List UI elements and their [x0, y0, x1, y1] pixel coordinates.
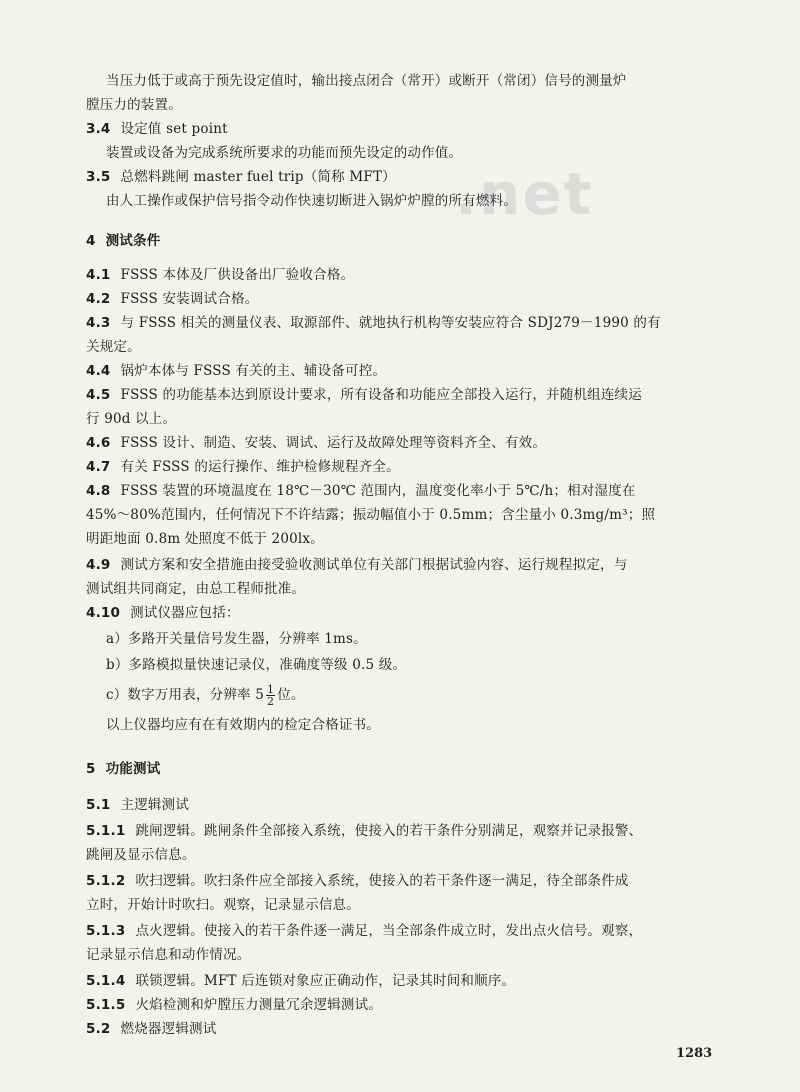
paragraph-line: 以上仪器均应有在有效期内的检定合格证书。 [106, 717, 380, 733]
section-text: FSSS 本体及厂供设备出厂验收合格。 [120, 267, 355, 283]
list-item-text: 位。 [277, 687, 305, 703]
section-4-1 [86, 266, 354, 284]
section-number: 4.2 [86, 291, 111, 307]
paragraph-line: 装置或设备为完成系统所要求的功能而预先设定的动作值。 [106, 145, 463, 161]
section-text: 燃烧器逻辑测试 [120, 1021, 217, 1037]
section-3-5 [86, 168, 396, 186]
section-text: 联锁逻辑。MFT 后连锁对象应正确动作，记录其时间和顺序。 [135, 973, 516, 989]
section-text: 测试仪器应包括： [130, 605, 240, 621]
watermark: .net [455, 160, 594, 228]
list-item: b）多路模拟量快速记录仪，准确度等级 0.5 级。 [106, 657, 407, 673]
section-4-4 [86, 362, 386, 380]
section-5-2 [86, 1020, 216, 1038]
paragraph-line: 关规定。 [86, 339, 141, 355]
section-text: 与 FSSS 相关的测量仪表、取源部件、就地执行机构等安装应符合 SDJ279－1990 的有 [120, 315, 661, 331]
section-5-1-4 [86, 972, 515, 990]
paragraph-line: 明距地面 0.8m 处照度不低于 200lx。 [86, 531, 324, 547]
section-text: FSSS 的功能基本达到原设计要求，所有设备和功能应全部投入运行，并随机组连续运 [120, 387, 642, 403]
paragraph-line: 由人工操作或保护信号指令动作快速切断进入锅炉炉膛的所有燃料。 [106, 193, 517, 209]
section-number: 4.8 [86, 483, 111, 499]
section-text: FSSS 设计、制造、安装、调试、运行及故障处理等资料齐全、有效。 [120, 435, 547, 451]
fraction [266, 684, 275, 707]
section-text: 锅炉本体与 FSSS 有关的主、辅设备可控。 [120, 363, 387, 379]
section-text: 火焰检测和炉膛压力测量冗余逻辑测试。 [135, 997, 383, 1013]
section-3-4 [86, 120, 228, 138]
section-text: FSSS 安装调试合格。 [120, 291, 259, 307]
section-5-1 [86, 796, 189, 814]
paragraph-line: 膛压力的装置。 [86, 97, 182, 113]
section-5-1-2 [86, 872, 629, 890]
section-text: 跳闸逻辑。跳闸条件全部接入系统，使接入的若干条件分别满足，观察并记录报警、 [135, 823, 643, 839]
section-number: 5.1 [86, 797, 111, 813]
section-4-7 [86, 458, 400, 476]
section-4-9 [86, 556, 627, 574]
section-number: 4.6 [86, 435, 111, 451]
section-number: 4.7 [86, 459, 111, 475]
section-text: FSSS 装置的环境温度在 18℃－30℃ 范围内，温度变化率小于 5℃/h；相对湿度在 [120, 483, 636, 499]
page-number: 1283 [676, 1046, 713, 1061]
section-number: 3.5 [86, 169, 111, 185]
section-number: 3.4 [86, 121, 111, 137]
section-4-6 [86, 434, 546, 452]
paragraph-line: 立时，开始计时吹扫。观察，记录显示信息。 [86, 897, 360, 913]
paragraph-line: 当压力低于或高于预先设定值时，输出接点闭合（常开）或断开（常闭）信号的测量炉 [106, 73, 627, 89]
section-text: 总燃料跳闸 master fuel trip（简称 MFT） [120, 169, 396, 185]
section-4-3 [86, 314, 661, 332]
section-5-1-1 [86, 822, 642, 840]
paragraph-line: 记录显示信息和动作情况。 [86, 947, 251, 963]
list-item-text: c）数字万用表，分辨率 5 [106, 687, 265, 703]
section-number: 4.1 [86, 267, 111, 283]
paragraph-line: 跳闸及显示信息。 [86, 847, 196, 863]
section-4-5 [86, 386, 642, 404]
paragraph-line: 行 90d 以上。 [86, 411, 177, 427]
section-number: 5 [86, 761, 96, 777]
section-number: 5.1.3 [86, 923, 126, 939]
fraction-denominator: 2 [267, 695, 275, 708]
section-4-2 [86, 290, 258, 308]
section-text: 有关 FSSS 的运行操作、维护检修规程齐全。 [120, 459, 400, 475]
paragraph-line: 测试组共同商定，由总工程师批准。 [86, 581, 306, 597]
list-item: a）多路开关量信号发生器，分辨率 1ms。 [106, 631, 367, 647]
section-heading-5 [86, 760, 160, 778]
list-item [106, 684, 305, 707]
section-4-10 [86, 604, 240, 622]
section-number: 4.9 [86, 557, 111, 573]
section-number: 5.1.4 [86, 973, 126, 989]
section-number: 5.2 [86, 1021, 111, 1037]
section-number: 4 [86, 233, 96, 249]
section-text: 点火逻辑。使接入的若干条件逐一满足，当全部条件成立时，发出点火信号。观察， [135, 923, 643, 939]
section-number: 4.4 [86, 363, 111, 379]
section-text: 吹扫逻辑。吹扫条件应全部接入系统，使接入的若干条件逐一满足，待全部条件成 [135, 873, 629, 889]
section-number: 5.1.2 [86, 873, 126, 889]
section-text: 设定值 set point [120, 121, 228, 137]
section-number: 4.10 [86, 605, 121, 621]
section-text: 主逻辑测试 [120, 797, 190, 813]
section-5-1-3 [86, 922, 642, 940]
section-heading-4 [86, 232, 160, 250]
section-number: 5.1.1 [86, 823, 126, 839]
section-number: 4.3 [86, 315, 111, 331]
section-title: 功能测试 [105, 761, 161, 777]
section-text: 测试方案和安全措施由接受验收测试单位有关部门根据试验内容、运行规程拟定，与 [120, 557, 628, 573]
fraction-numerator: 1 [267, 683, 275, 696]
section-number: 5.1.5 [86, 997, 126, 1013]
section-number: 4.5 [86, 387, 111, 403]
section-5-1-5 [86, 996, 382, 1014]
paragraph-line: 45%～80%范围内，任何情况下不许结露；振动幅值小于 0.5mm；含尘量小 0.3mg/m³；照 [86, 507, 656, 523]
section-4-8 [86, 482, 636, 500]
section-title: 测试条件 [105, 233, 161, 249]
